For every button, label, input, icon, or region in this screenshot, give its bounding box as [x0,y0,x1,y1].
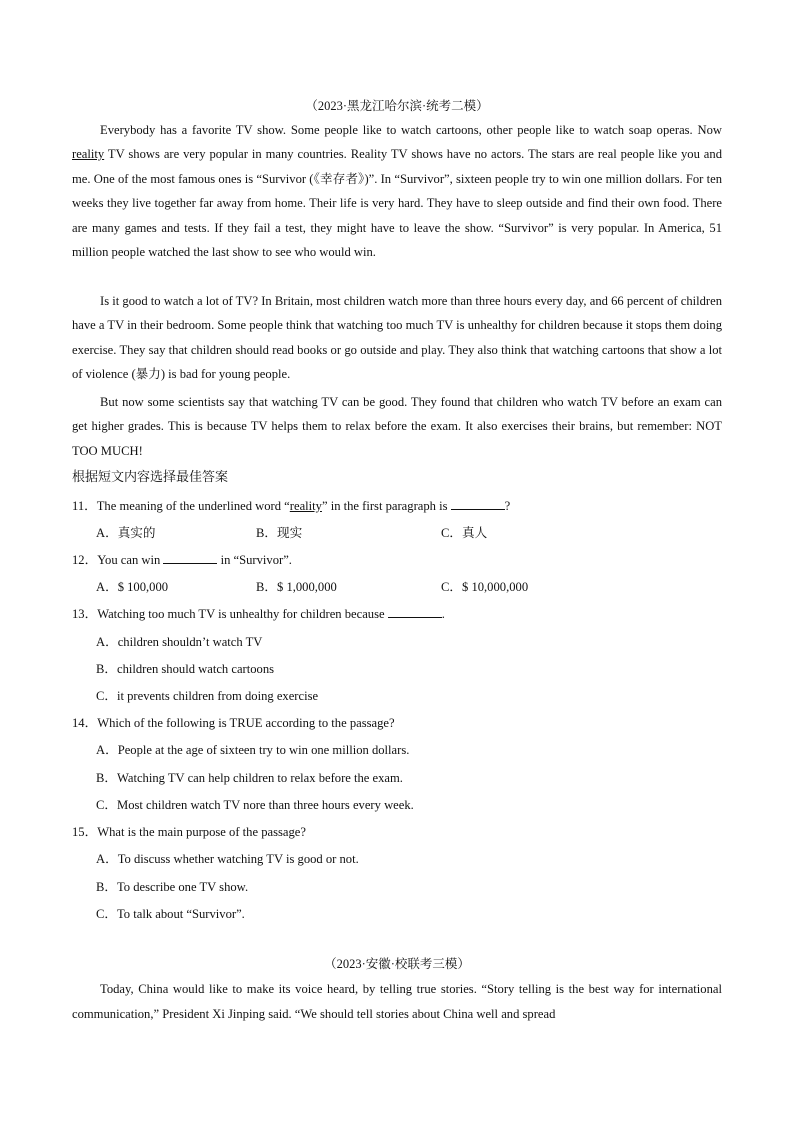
option-13-c: C．it prevents children from doing exercise [96,689,319,703]
option-15-b: B．To describe one TV show. [96,880,249,894]
option-15-a: A．To discuss whether watching TV is good or not. [96,852,359,866]
question-14 [72,712,395,731]
option-14-a: A．People at the age of sixteen try to win one million dollars. [96,743,410,757]
question-number: 15． [72,825,98,839]
underlined-word-reality: reality [72,147,105,162]
question-number: 12． [72,553,98,567]
instruction-heading: 根据短文内容选择最佳答案 [72,469,229,484]
question-12 [72,549,292,568]
option-13-b: B．children should watch cartoons [96,662,275,676]
option-12-b: B．$ 1,000,000 [256,580,337,594]
question-text: Which of the following is TRUE according to the passage? [97,716,395,730]
question-13 [72,603,445,622]
question-text: Watching too much TV is unhealthy for children because [97,607,385,621]
question-number: 11． [72,499,97,513]
answer-blank [163,551,217,564]
option-11-a: A．真实的 [96,526,156,540]
question-text-after: ” in the first paragraph is [321,499,448,513]
p1-text-before: Everybody has a favorite TV show. Some people like to watch cartoons, other people like to watch soap operas. Now [100,123,722,137]
question-text: The meaning of the underlined word “ [96,499,290,513]
underlined-word: reality [289,499,322,513]
option-12-a: A．$ 100,000 [96,580,169,594]
option-11-b: B．现实 [256,526,303,540]
passage1-paragraph-2: Is it good to watch a lot of TV? In Britain, most children watch more than three hours every day, and 66 percent of children have a TV in their bedroom. Some people think that watching too much TV is unhealthy for children because it stops them doing exercise. They say that children should read books or go outside and play. They also think that watching cartoons that show a lot of violence (暴力) is bad for young people. [72,294,722,382]
option-13-a: A．children shouldn’t watch TV [96,635,263,649]
passage2-source: （2023·安徽·校联考三模） [324,957,470,971]
question-tail: ? [504,499,511,513]
p1-text-after: TV shows are very popular in many countries. Reality TV shows have no actors. The stars are real people like you and me. One of the most famous ones is “Survivor (《幸存者》)”. In “Survivor”, sixteen people try to win one million dollars. For ten weeks they live together far away from home. Their life is very hard. They have to sleep outside and find their own food. There are many games and tests. If they fail a test, they might have to leave the show. “Survivor” is very popular. In America, 51 million people watched the last show to see who would win. [72,147,722,260]
option-14-b: B．Watching TV can help children to relax before the exam. [96,771,403,785]
option-12-c: C．$ 10,000,000 [441,580,529,594]
question-number: 13． [72,607,98,621]
question-text: What is the main purpose of the passage? [97,825,306,839]
passage1-paragraph-1 [72,118,722,264]
option-15-c: C．To talk about “Survivor”. [96,907,245,921]
question-11 [72,495,510,514]
answer-blank [451,497,505,510]
question-number: 14． [72,716,98,730]
passage1-source: （2023·黑龙江哈尔滨·统考二模） [305,99,489,113]
question-15 [72,821,306,840]
option-14-c: C．Most children watch TV nore than three hours every week. [96,798,414,812]
answer-blank [388,605,442,618]
question-text-after: in “Survivor”. [220,553,292,567]
question-text: You can win [97,553,161,567]
passage2-paragraph-1: Today, China would like to make its voice heard, by telling true stories. “Story telling is the best way for international communication,” President Xi Jinping said. “We should tell stories about China well and spread [72,982,722,1021]
passage1-paragraph-3: But now some scientists say that watching TV can be good. They found that children who watch TV before an exam can get higher grades. This is because TV helps them to relax before the exam. It also exercises their brains, but remember: NOT TOO MUCH! [72,395,722,458]
option-11-c: C．真人 [441,526,488,540]
question-tail: . [441,607,445,621]
